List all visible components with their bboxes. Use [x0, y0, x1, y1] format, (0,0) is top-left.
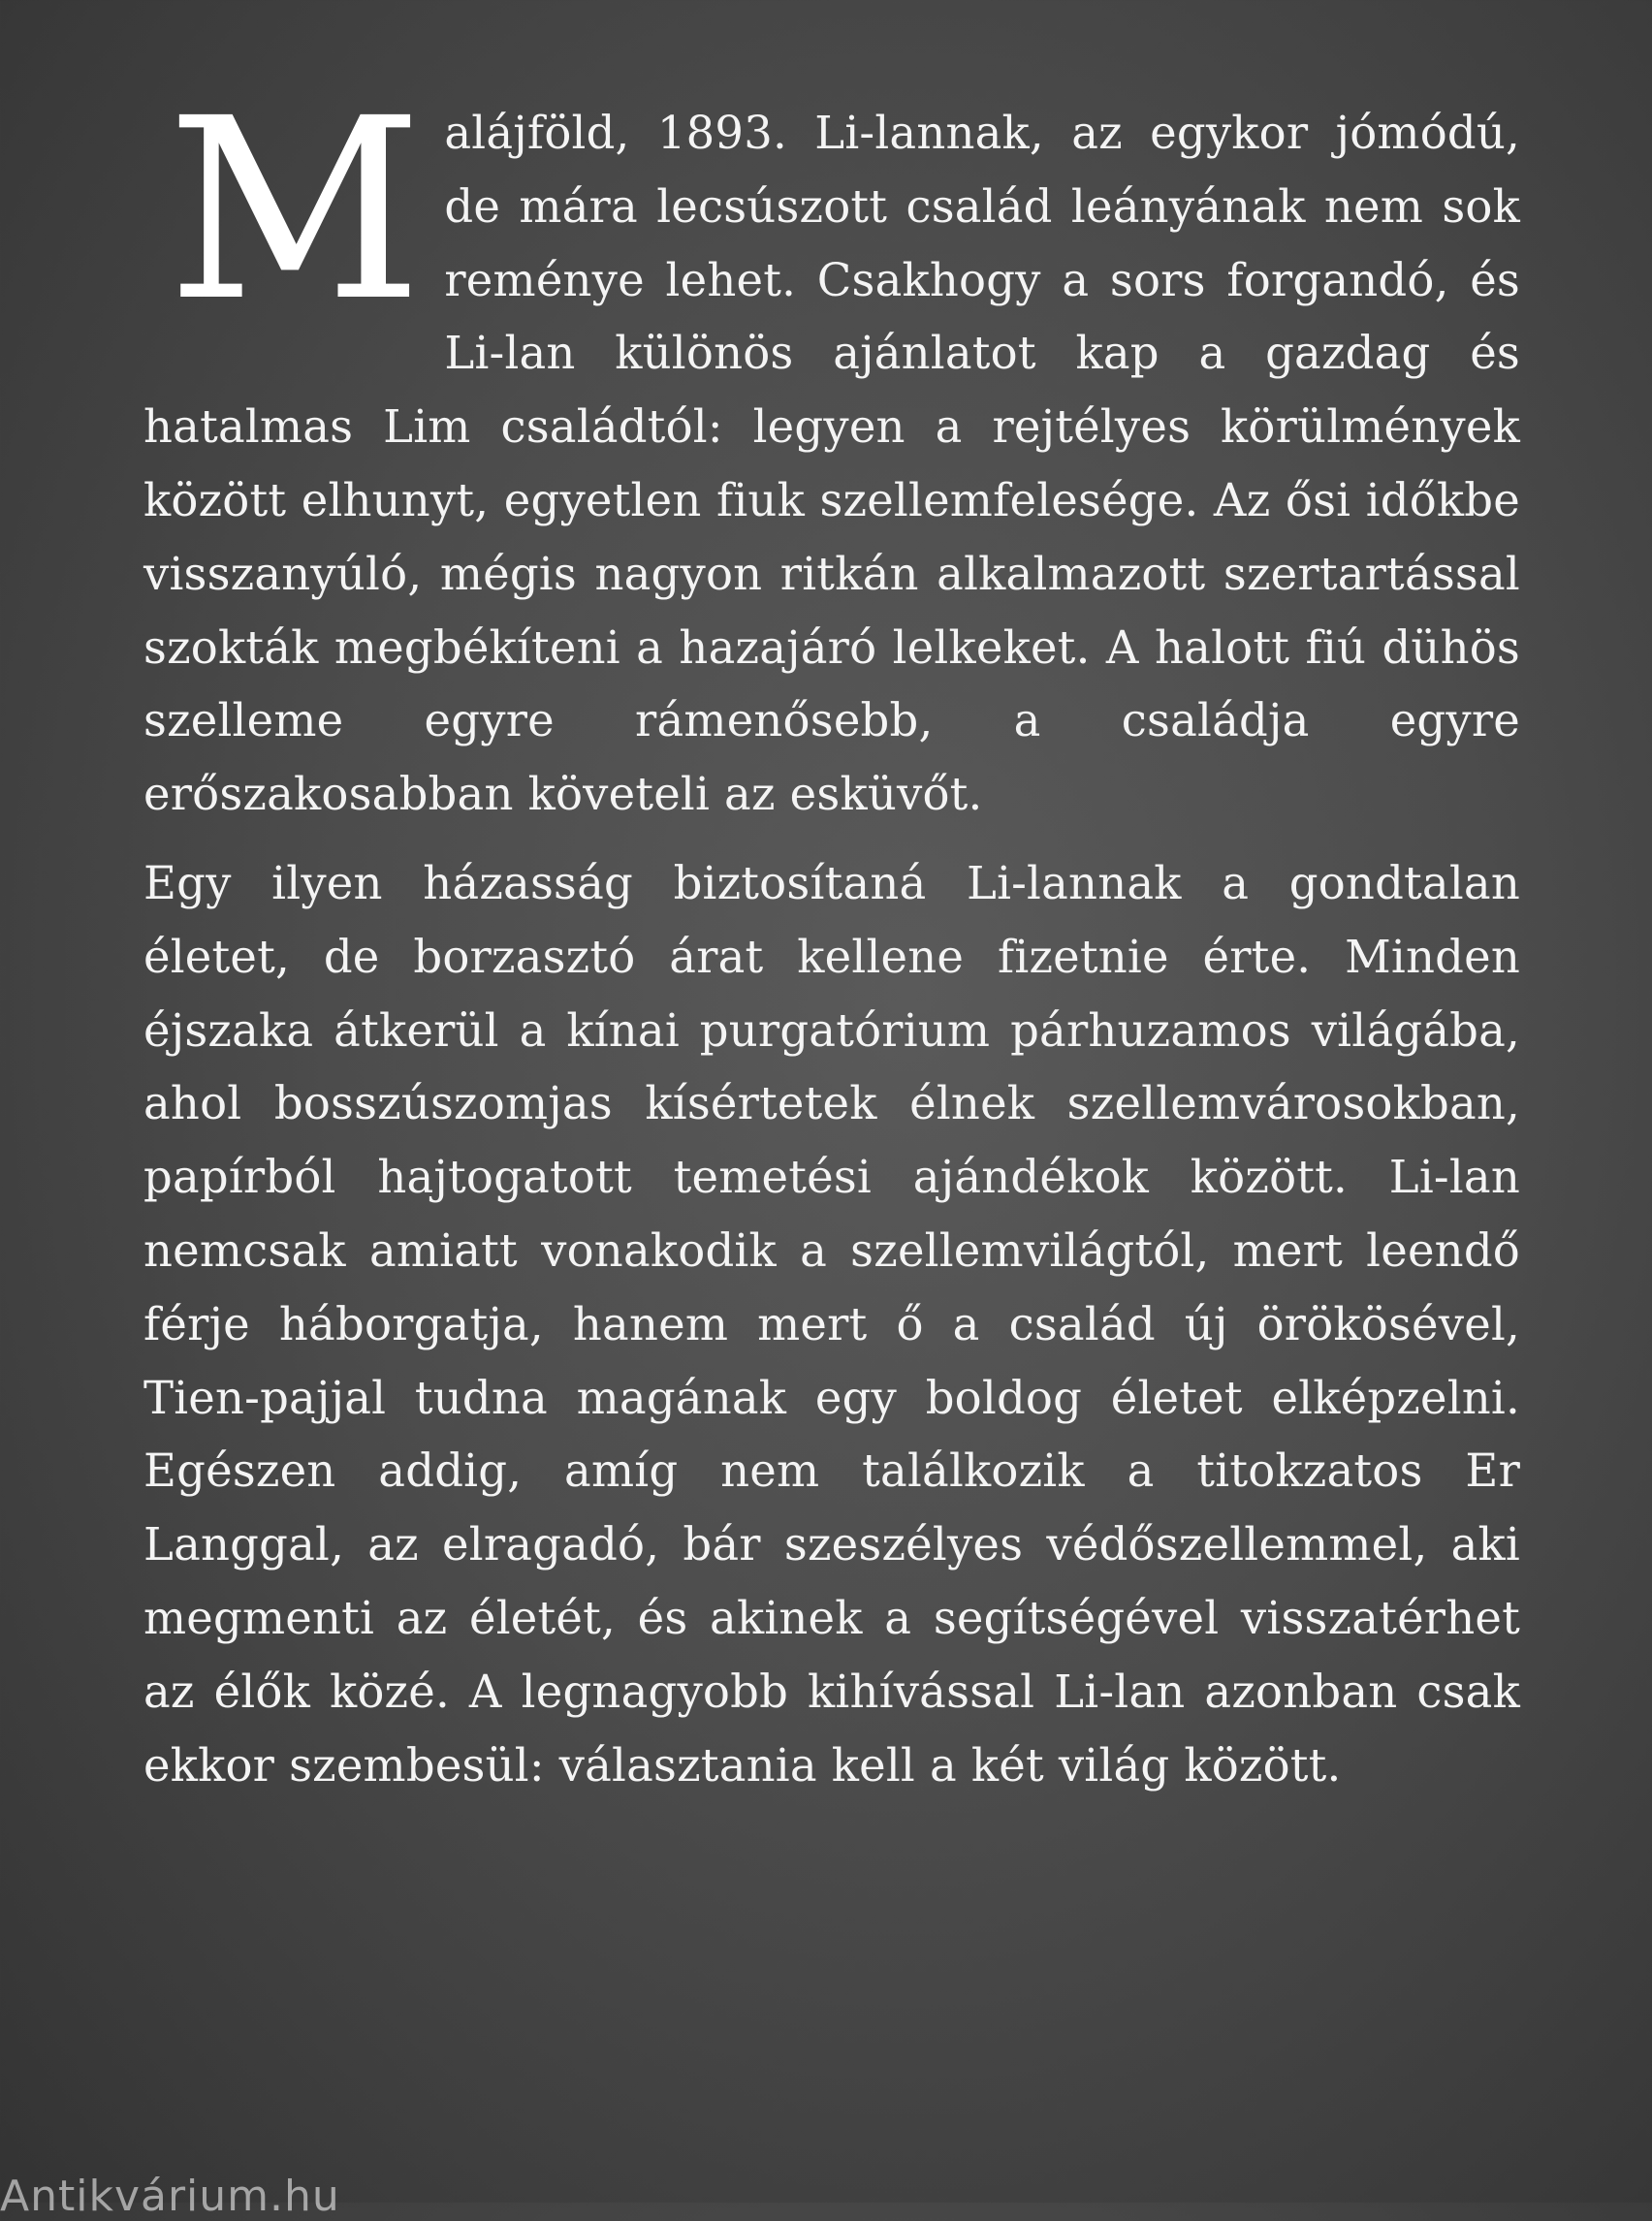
paragraph-1: [143, 65, 1520, 832]
drop-cap: M: [167, 65, 424, 356]
back-cover-text: [143, 65, 1520, 1802]
paragraph-2: [143, 847, 1520, 1802]
watermark-text: Antikvárium.hu: [0, 2172, 340, 2221]
paragraph-2-text: Egy ilyen házasság biztosítaná Li-lannak a gondtalan életet, de borzasztó árat kellene fizetnie érte. Minden éjszaka átkerül a kínai purgatórium párhuzamos világába, ahol bosszúszomjas kísértetek élnek szellemvárosokban, papírból hajtogatott temetési ajándékok között. Li-lan nemcsak amiatt vonakodik a szellemvilágtól, mert leendő férje háborgatja, hanem mert ő a család új örökösével, Tien-pajjal tudna magának egy boldog életet elképzelni. Egészen addig, amíg nem találkozik a titokzatos Er Langgal, az elragadó, bár szeszélyes védőszellemmel, aki megmenti az életét, és akinek a segítségével visszatérhet az élők közé. A legnagyobb kihívással Li-lan azonban csak ekkor szembesül: választania kell a két világ között.: [143, 856, 1520, 1792]
paragraph-1-text: alájföld, 1893. Li-lannak, az egykor jómódú, de mára lecsúszott család leányának nem sok reménye lehet. Csakhogy a sors forgandó, és Li-lan különös ajánlatot kap a gazdag és hatalmas Lim családtól: legyen a rejtélyes körülmények között elhunyt, egyetlen fiuk szellemfelesége. Az ősi időkbe visszanyúló, mégis nagyon ritkán alkalmazott szertartással szokták megbékíteni a hazajáró lelkeket. A halott fiú dühös szelleme egyre rámenősebb, a családja egyre erőszakosabban követeli az esküvőt.: [143, 107, 1520, 821]
